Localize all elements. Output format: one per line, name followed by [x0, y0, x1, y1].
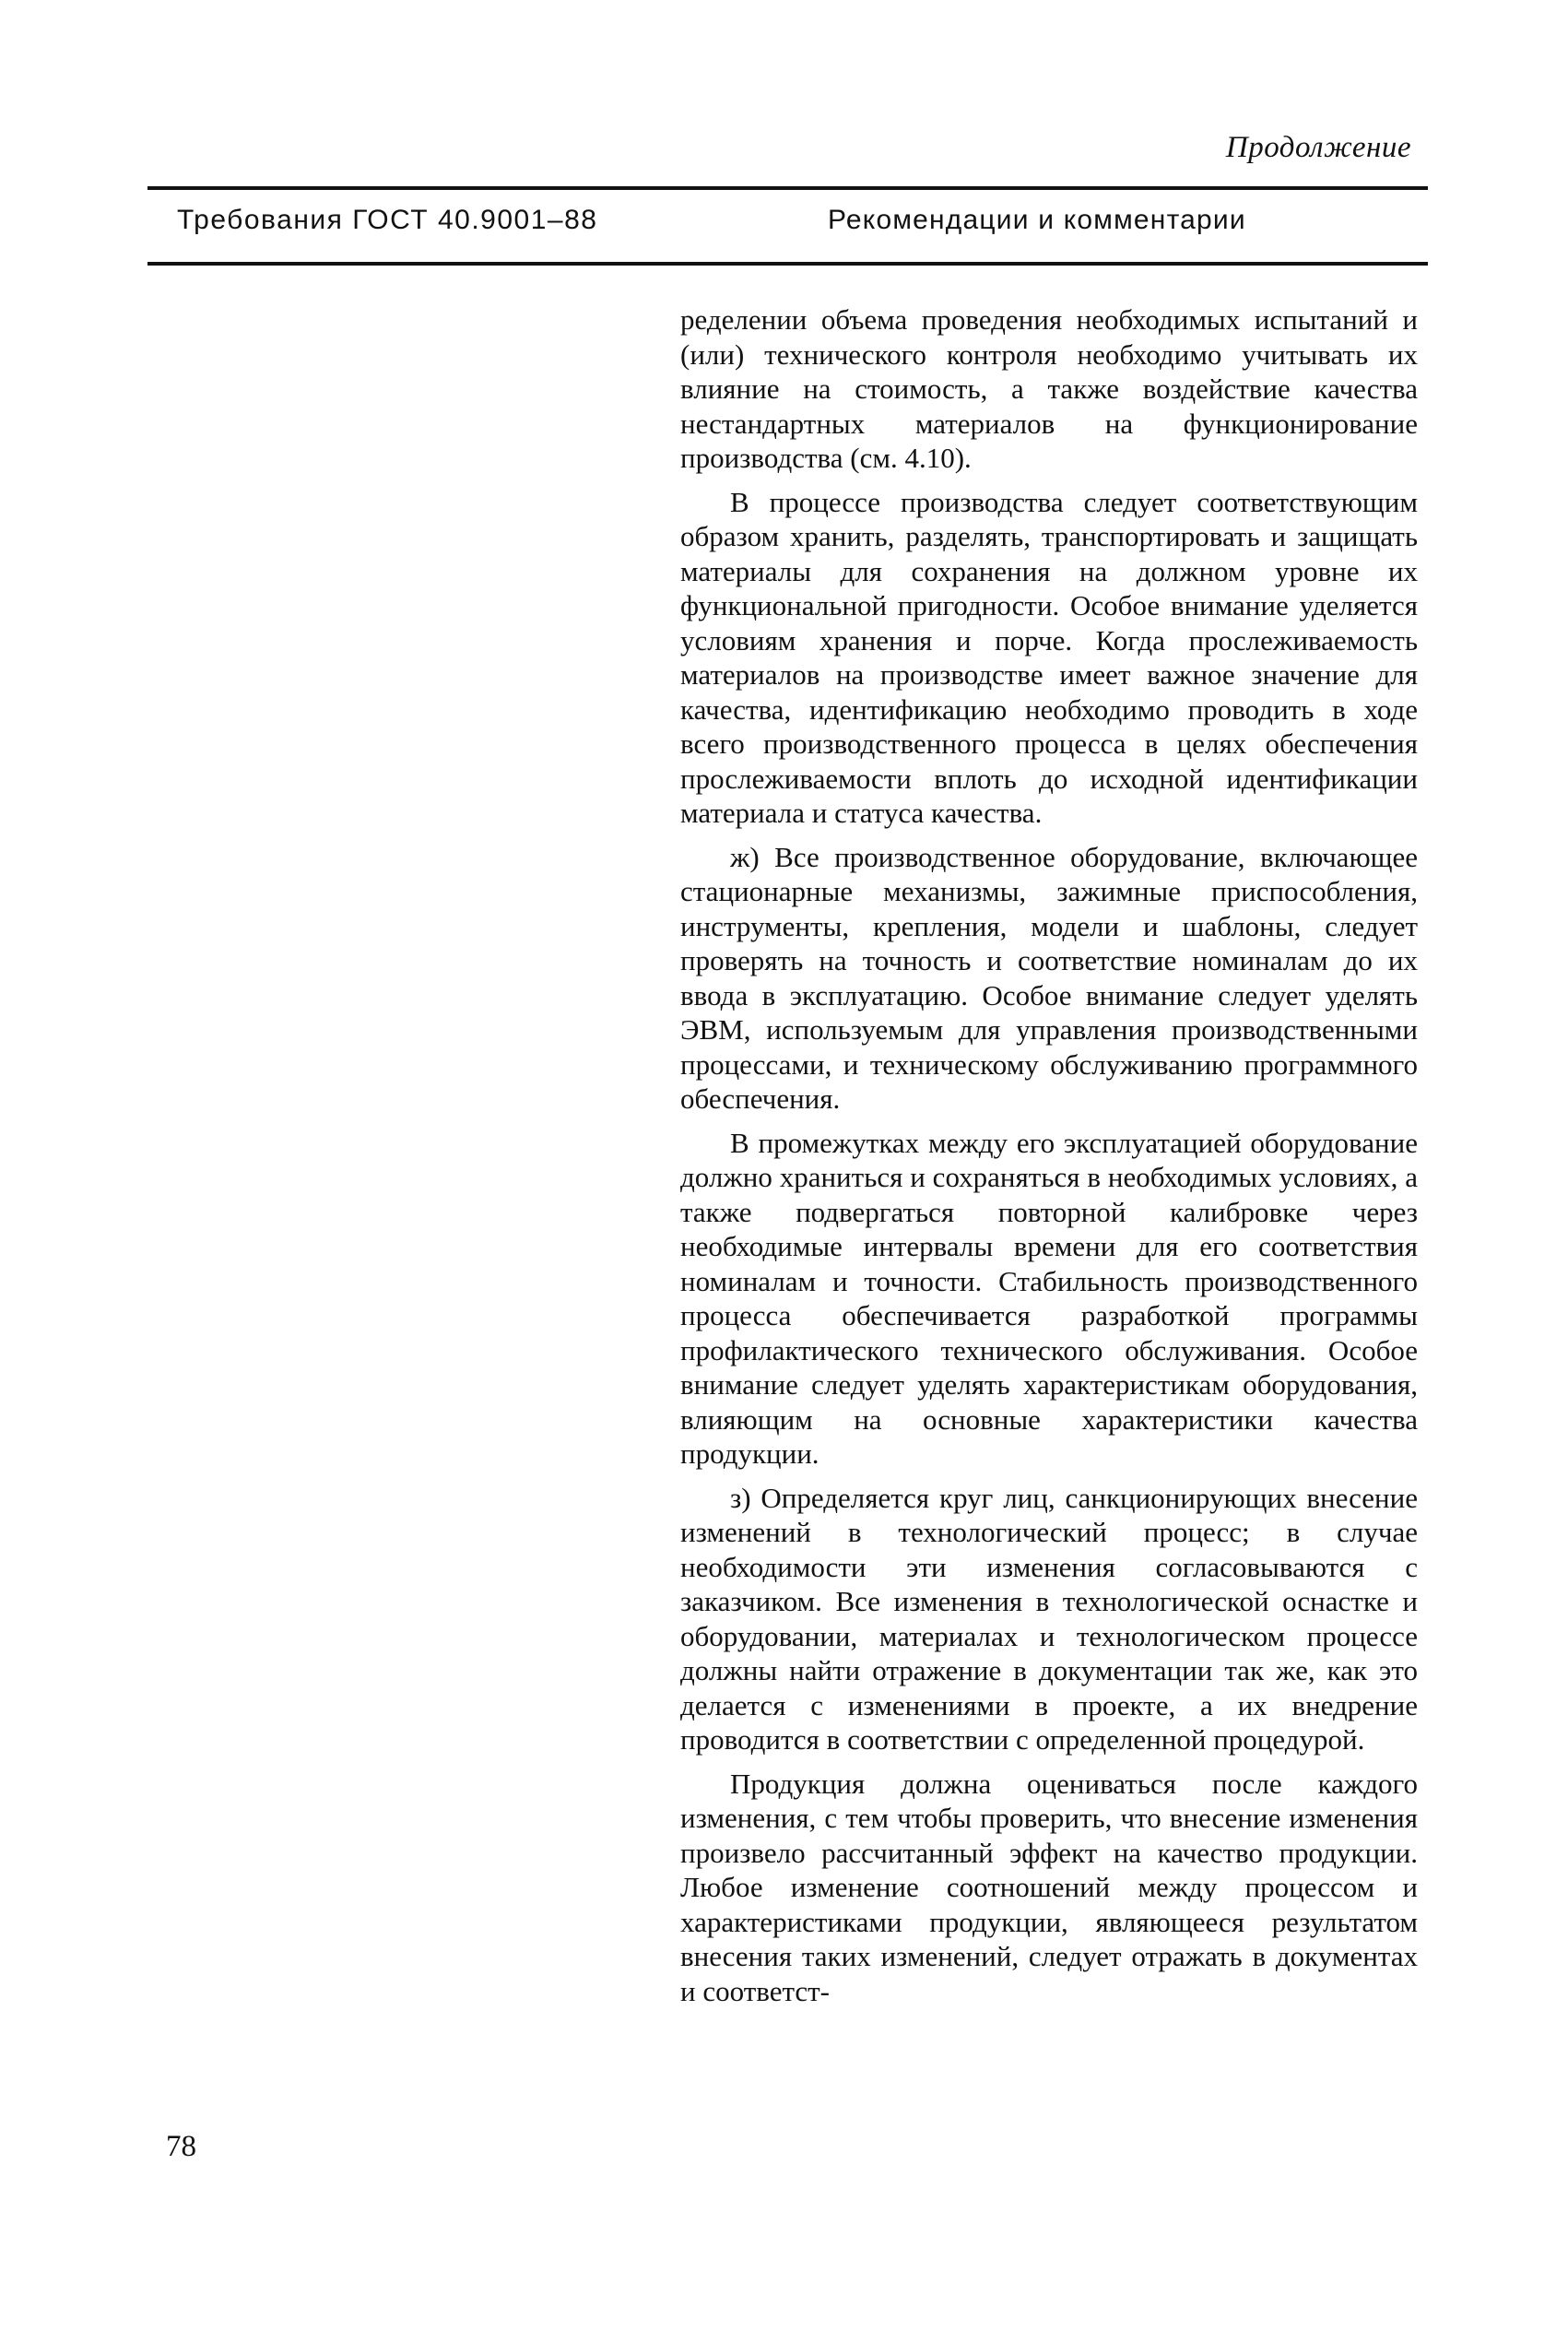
paragraph-2: В процессе производства следует соответствующим образом хранить, разделять, транспортировать и защищать материалы для сохранения на должном уровне их функциональной пригодности. Особое внимание уделяется условиям хранения и порче. Когда прослеживаемость материалов на производстве имеет важное значение для качества, идентификацию необходимо проводить в ходе всего производственного процесса в целях обеспечения прослеживаемости вплоть до исходной идентификации материала и статуса качества. — [680, 485, 1418, 829]
page-number: 78 — [166, 2130, 196, 2163]
paragraph-1: ределении объема проведения необходимых испытаний и (или) технического контроля необходимо учитывать их влияние на стоимость, а также воздействие качества нестандартных материалов на функционирование производства (см. 4.10). — [680, 303, 1418, 474]
header-requirements: Требования ГОСТ 40.9001–88 — [177, 205, 598, 235]
paragraph-4: В промежутках между его эксплуатацией оборудование должно храниться и сохраняться в необходимых условиях, а также подвергаться повторной калибровке через необходимые интервалы времени для его соответствия номиналам и точности. Стабильность производственного процесса обеспечивается разработкой программы профилактического технического обслуживания. Особое внимание следует уделять характеристикам оборудования, влияющим на основные характеристики качества продукции. — [680, 1126, 1418, 1470]
table-header — [147, 186, 1428, 266]
paragraph-6: Продукция должна оцениваться после каждого изменения, с тем чтобы проверить, что внесение изменения произвело рассчитанный эффект на качество продукции. Любое изменение соотношений между процессом и характеристиками продукции, являющееся результатом внесения таких изменений, следует отражать в документах и соответст- — [680, 1767, 1418, 2007]
paragraph-5: з) Определяется круг лиц, санкционирующих внесение изменений в технологический процесс; в случае необходимости эти изменения согласовываются с заказчиком. Все изменения в технологической оснастке и оборудовании, материалах и технологическом процессе должны найти отражение в документации так же, как это делается с изменениями в проекте, а их внедрение проводится в соответствии с определенной процедурой. — [680, 1481, 1418, 1756]
header-recommendations: Рекомендации и комментарии — [828, 205, 1246, 235]
continuation-label: Продолжение — [1225, 131, 1411, 164]
paragraph-3: ж) Все производственное оборудование, включающее стационарные механизмы, зажимные приспособления, инструменты, крепления, модели и шаблоны, следует проверять на точность и соответствие номиналам до их ввода в эксплуатацию. Особое внимание следует уделять ЭВМ, используемым для управления производственными процессами, и техническому обслуживанию программного обеспечения. — [680, 840, 1418, 1115]
recommendations-text — [680, 302, 1418, 2017]
